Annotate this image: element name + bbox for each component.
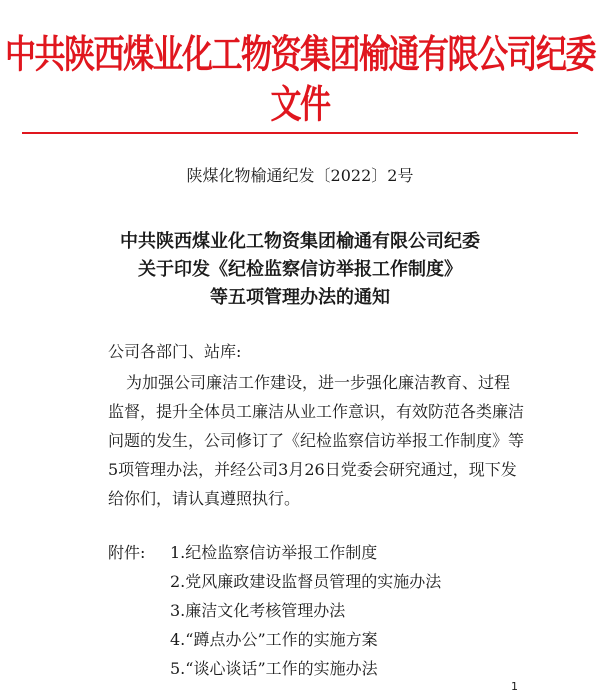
body-line: 问题的发生，公司修订了《纪检监察信访举报工作制度》等 [108,431,525,450]
page-number: 1 [511,680,518,693]
attachment-row [108,654,441,683]
attachment-row [108,567,441,596]
body-line: 为加强公司廉洁工作建设，进一步强化廉洁教育、过程 [126,373,511,392]
attachment-item: 1.纪检监察信访举报工作制度 [170,543,378,562]
attachment-item: 5.“谈心谈话”工作的实施办法 [170,659,378,678]
attachment-item: 4.“蹲点办公”工作的实施方案 [170,630,378,649]
document-masthead: 中共陕西煤业化工物资集团榆通有限公司纪委文件 [5,32,595,128]
red-divider-line [22,132,578,134]
attachment-row [108,538,441,567]
attachments-list [108,538,441,683]
body-paragraph [108,368,525,513]
attachment-item: 3.廉洁文化考核管理办法 [170,601,346,620]
body-line: 给你们，请认真遵照执行。 [108,489,301,508]
title-line-3: 等五项管理办法的通知 [210,287,390,308]
document-number: 陕煤化物榆通纪发〔2022〕2号 [186,166,414,185]
salutation: 公司各部门、站库: [108,342,242,361]
attachment-row [108,596,441,625]
body-line: 监督，提升全体员工廉洁从业工作意识，有效防范各类廉洁 [108,402,525,421]
attachments-label: 附件: [108,543,146,562]
title-line-2: 关于印发《纪检监察信访举报工作制度》 [138,259,462,280]
attachment-row [108,625,441,654]
document-title [0,228,600,312]
attachment-item: 2.党风廉政建设监督员管理的实施办法 [170,572,442,591]
body-line: 5项管理办法，并经公司3月26日党委会研究通过，现下发 [108,460,517,479]
title-line-1: 中共陕西煤业化工物资集团榆通有限公司纪委 [120,231,480,252]
